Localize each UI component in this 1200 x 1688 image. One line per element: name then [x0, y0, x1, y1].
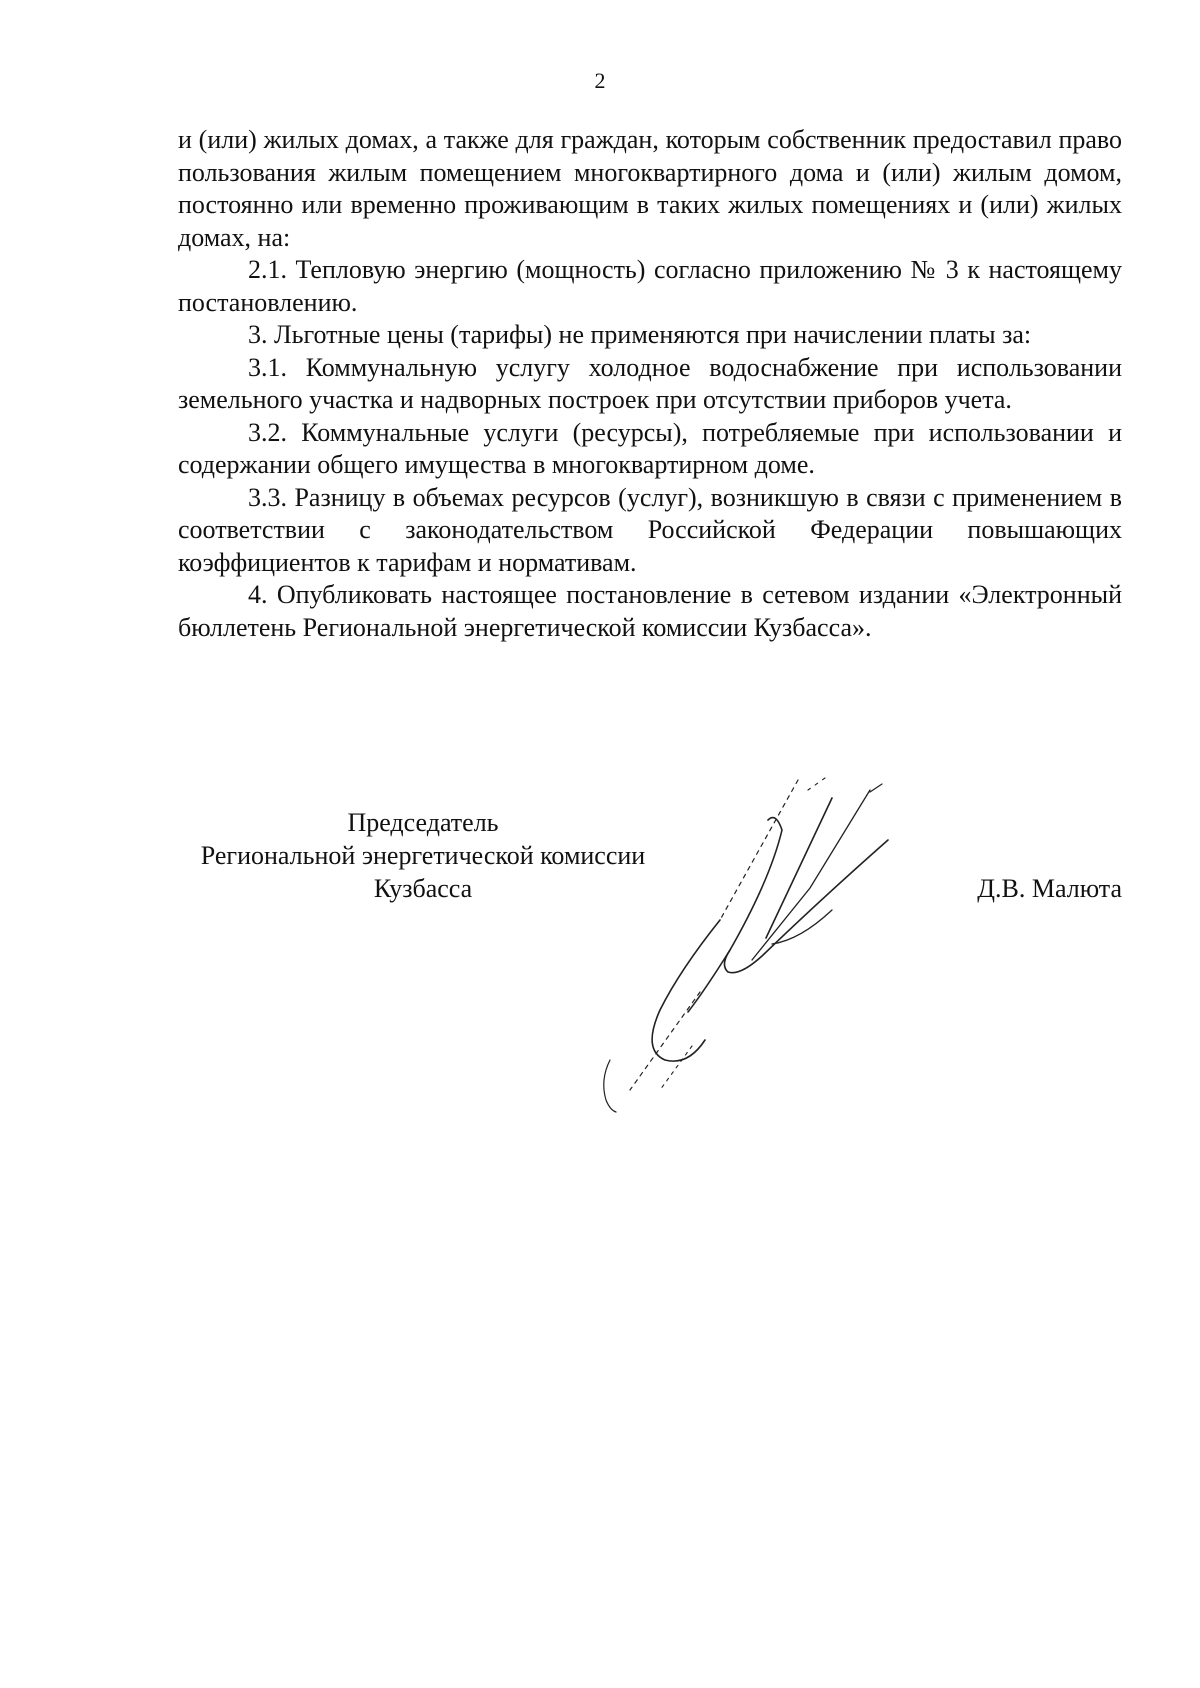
signatory-title-line-3: Кузбасса — [373, 874, 473, 903]
signatory-title-line-2: Региональной энергетической комиссии — [200, 841, 646, 870]
paragraph-3: 3. Льготные цены (тарифы) не применяются при начислении платы за: — [248, 320, 1032, 349]
paragraph-3-3: 3.3. Разницу в объемах ресурсов (услуг), возникшую в связи с применением в соответствии с законодательством Российской Федерации повышающих коэффициентов к тарифам и нормативам. — [178, 482, 1122, 577]
paragraph-continuation: и (или) жилых домах, а также для граждан, которым собственник предоставил право пользования жилым помещением многоквартирного дома и (или) жилым домом, постоянно или временно проживающим в таких жилых помещениях и (или) жилых домах, на: — [178, 125, 1122, 252]
handwritten-signature — [570, 760, 990, 1140]
page-number: 2 — [594, 68, 606, 93]
paragraph-4: 4. Опубликовать настоящее постановление в сетевом издании «Электронный бюллетень Региональной энергетической комиссии Кузбасса». — [178, 580, 1122, 642]
paragraph-2-1: 2.1. Тепловую энергию (мощность) согласно приложению № 3 к настоящему постановлению. — [178, 255, 1122, 317]
signatory-title-line-1: Председатель — [347, 808, 499, 837]
signatory-name: Д.В. Малюта — [977, 874, 1122, 903]
paragraph-3-1: 3.1. Коммунальную услугу холодное водоснабжение при использовании земельного участка и надворных построек при отсутствии приборов учета. — [178, 352, 1122, 414]
document-body — [178, 124, 1122, 644]
paragraph-3-2: 3.2. Коммунальные услуги (ресурсы), потребляемые при использовании и содержании общего имущества в многоквартирном доме. — [178, 417, 1122, 479]
